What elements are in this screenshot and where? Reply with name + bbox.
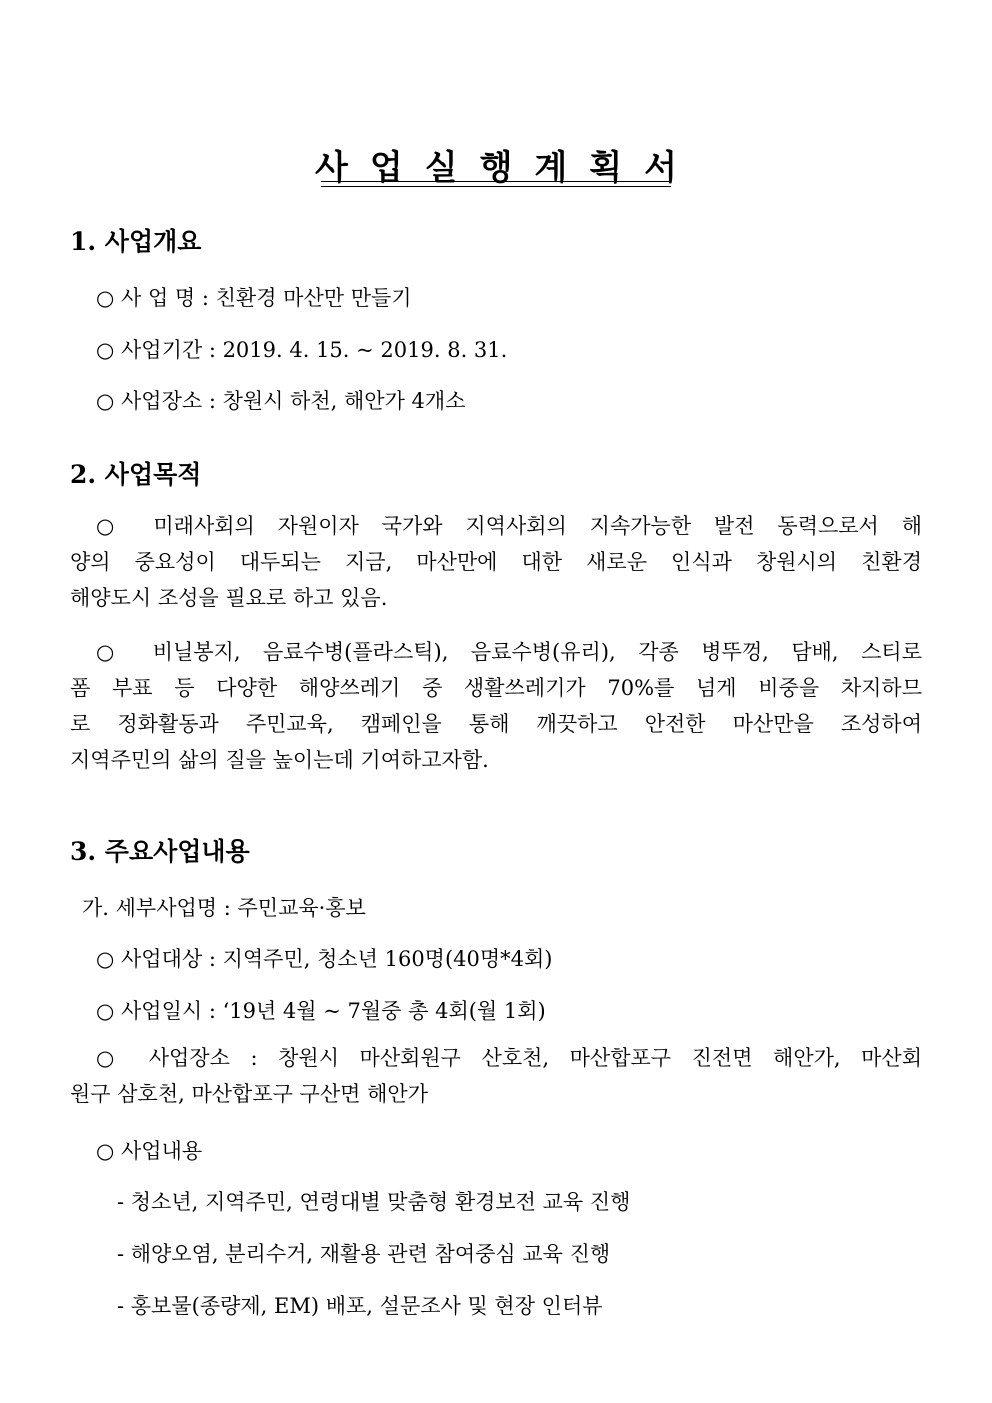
text-line: 양의 중요성이 대두되는 지금, 마산만에 대한 새로운 인식과 창원시의 친환경 [70,550,922,574]
section-3-heading: 3. 주요사업내용 [70,837,250,866]
text-line: 해양도시 조성을 필요로 하고 있음. [70,586,388,610]
text-line: ○ 사업장소 : 창원시 마산회원구 산호천, 마산합포구 진전면 해안가, 마산회 [96,1046,922,1070]
project-content-label: ○ 사업내용 [96,1139,203,1163]
content-bullet: - 청소년, 지역주민, 연령대별 맞춤형 환경보전 교육 진행 [117,1190,631,1214]
project-target: ○ 사업대상 : 지역주민, 청소년 160명(40명*4회) [96,947,553,971]
content-bullet: - 해양오염, 분리수거, 재활용 관련 참여중심 교육 진행 [117,1242,611,1266]
document-title: 사업실행계획서 [315,148,699,188]
text-line: ○ 미래사회의 자원이자 국가와 지역사회의 지속가능한 발전 동력으로서 해 [96,514,922,538]
section-1-heading: 1. 사업개요 [70,227,202,256]
purpose-paragraph-1 [70,508,922,616]
overview-item-name: ○ 사 업 명 : 친환경 마산만 만들기 [96,286,412,310]
text-line: 지역주민의 삶의 질을 높이는데 기여하고자함. [70,748,489,772]
title-double-underline [321,181,671,187]
content-bullet: - 홍보물(종량제, EM) 배포, 설문조사 및 현장 인터뷰 [117,1294,603,1318]
text-line: ○ 비닐봉지, 음료수병(플라스틱), 음료수병(유리), 각종 병뚜껑, 담배, 스티로 [96,640,922,664]
purpose-paragraph-2 [70,634,922,778]
text-line: 폼 부표 등 다양한 해양쓰레기 중 생활쓰레기가 70%를 넘게 비중을 차지하므 [70,676,922,700]
sub-project-name: 가. 세부사업명 : 주민교육·홍보 [82,896,366,920]
text-line: 로 정화활동과 주민교육, 캠페인을 통해 깨끗하고 안전한 마산만을 조성하여 [70,712,922,736]
text-line: 원구 삼호천, 마산합포구 구산면 해안가 [70,1082,428,1106]
overview-item-place: ○ 사업장소 : 창원시 하천, 해안가 4개소 [96,389,466,413]
overview-item-period: ○ 사업기간 : 2019. 4. 15. ~ 2019. 8. 31. [96,338,508,362]
section-2-heading: 2. 사업목적 [70,460,202,489]
project-schedule: ○ 사업일시 : ‘19년 4월 ~ 7월중 총 4회(월 1회) [96,999,546,1023]
project-place [70,1040,922,1112]
